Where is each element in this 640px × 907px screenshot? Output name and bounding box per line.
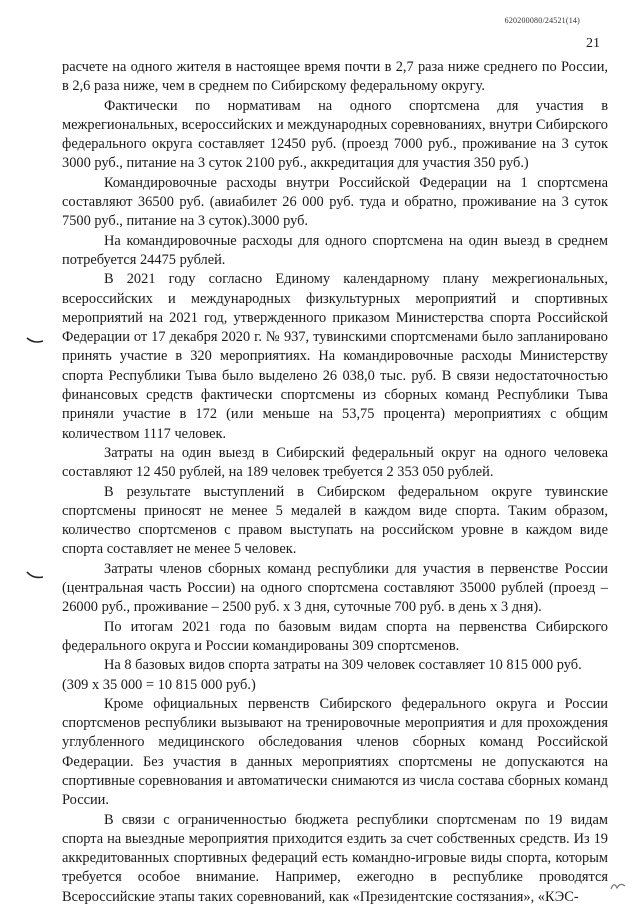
document-body (62, 58, 608, 907)
margin-mark-icon (26, 570, 44, 580)
paragraph: На командировочные расходы для одного спортсмена на один выезд в среднем потребуется 24475 рублей. (62, 232, 608, 268)
paragraph: Командировочные расходы внутри Российской Федерации на 1 спортсмена составляют 36500 руб. (авиабилет 26 000 руб. туда и обратно, проживание на 3 суток 7500 руб., питание на 3 суток).3000 руб. (62, 174, 608, 230)
paragraph: В связи с ограниченностью бюджета республики спортсменам по 19 видам спорта на выездные мероприятия приходится ездить за счет собственных средств. Из 19 аккредитованных спортивных федераций есть командно-игровые виды спорта, которым требуется особое внимание. Например, ежегодно в республике проводятся Всероссийские этапы таких соревнований, как «Президентские состязания», «КЭС- (62, 811, 608, 905)
paragraph: Затраты на один выезд в Сибирский федеральный округ на одного человека составляют 12 450 рублей, на 189 человек требуется 2 353 050 рублей. (62, 444, 608, 481)
paragraph: На 8 базовых видов спорта затраты на 309 человек составляет 10 815 000 руб. (104, 657, 582, 674)
paragraph: Кроме официальных первенств Сибирского федерального округа и России спортсменов республики вызывают на тренировочные мероприятия и для прохождения углубленного медицинского обследования членов сборных команд Российской Федерации. Без участия в данных мероприятиях спортсмены не допускаются на спортивные соревнования и автоматически снимаются из числа состава сборных команд России. (62, 695, 608, 809)
paragraph: В результате выступлений в Сибирском федеральном округе тувинские спортсмены приносят не менее 5 медалей в каждом виде спорта. Таким образом, количество спортсменов с правом выступать на российском уровне в каждом виде спорта составляет не менее 5 человек. (62, 483, 608, 558)
margin-mark-icon (26, 335, 44, 345)
page-number: 21 (586, 36, 600, 51)
paragraph: (309 х 35 000 = 10 815 000 руб.) (62, 676, 256, 693)
paragraph: Фактически по нормативам на одного спортсмена для участия в межрегиональных, всероссийских и международных соревнованиях, внутри Сибирского федерального округа составляет 12450 руб. (проезд 7000 руб., проживание на 3 суток 3000 руб., питание на 3 суток 2100 руб., аккредитация для участия 350 руб.) (62, 97, 608, 172)
handwritten-page-mark-icon (610, 880, 626, 895)
document-id: 620200080/24521(14) (504, 16, 580, 25)
paragraph: Затраты членов сборных команд республики для участия в первенстве России (центральная часть России) на одного спортсмена составляют 35000 рублей (проезд – 26000 руб., проживание – 2500 руб. х 3 дня, суточные 700 руб. в день х 3 дня). (62, 560, 608, 616)
paragraph: расчете на одного жителя в настоящее время почти в 2,7 раза ниже среднего по России, в 2,6 раза ниже, чем в среднем по Сибирскому федеральному округу. (62, 59, 608, 95)
paragraph: По итогам 2021 года по базовым видам спорта на первенства Сибирского федерального округа и России командированы 309 спортсменов. (62, 618, 608, 654)
paragraph: В 2021 году согласно Единому календарному плану межрегиональных, всероссийских и международных физкультурных мероприятий и спортивных мероприятий на 2021 год, утвержденного приказом Министерства спорта Российской Федерации от 17 декабря 2020 г. № 937, тувинскими спортсменами было запланировано принять участие в 320 мероприятиях. На командировочные расходы Министерству спорта Республики Тыва было выделено 26 038,0 тыс. руб. В связи недостаточностью финансовых средств фактически спортсмены из сборных команд Республики Тыва приняли участие в 172 (или меньше на 53,75 процента) мероприятиях с общим количеством 1117 человек. (62, 271, 608, 442)
